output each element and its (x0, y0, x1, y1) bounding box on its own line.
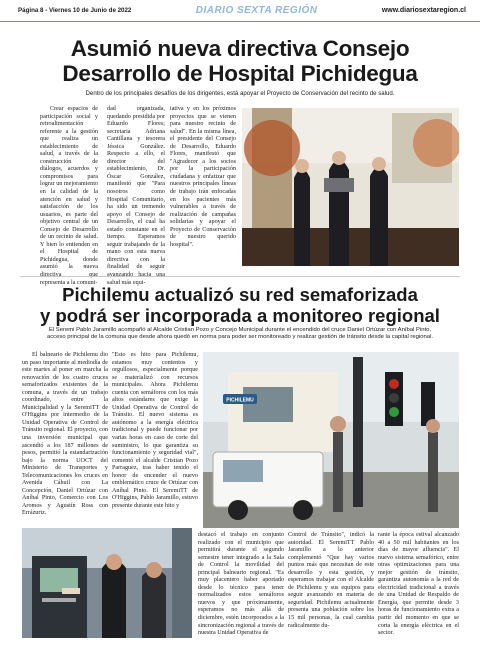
article1-col3: tativa y en los próximos proyectos que se vienen para nuestro recinto de salud". En la misma línea, el presidente del Consejo de Desarrollo, Eduardo Flores, manifestó que "Agradecer a los socios por la participación ciudadana y enfatizar que nuestros principales líneas de trabajo irán enfocadas en los pacientes más vulnerables a través de realización de campañas solidarias y apoyar el Proyecto de Conservación de nuestro querido hospital". (170, 106, 236, 248)
article1-subtitle: Dentro de los principales desafíos de los dirigentes, está apoyar el Proyecto de Conservación del recinto de salud. (85, 90, 395, 97)
article1-photo (242, 108, 459, 266)
site-url[interactable]: www.diariosextaregion.cl (381, 7, 466, 14)
article2-col1: El balneario de Pichilemu dio un paso importante al mediodía de este martes al poner en marcha la renovación de los cuatro cruces semaforizados existentes de la comuna, a través de un trabajo coordinado, entre la Municipalidad y la SeremiTT de O'Higgins por intermedio de la Unidad Operativa de Control de Tránsito regional. El proyecto, con una inversión municipal que ascendió a los 187 millones de pesos, permitió la estandarización bajo la norma UOCT del Ministerio de Transportes y Telecomunicaciones los cruces en Avenida Cáhuil con La Concepción, Daniel Ortúzar con Aníbal Pinto, Comercio con Los Aromos y Agustín Ross con Errázuriz. (22, 352, 108, 517)
article1-col1: Crear espacios de participación social y retroalimentación referente a la gestión que realiza un establecimiento de salud, a través de la construcción de diálogos, acuerdos y compromisos para lograr un mejoramiento en la calidad de la atención en salud y satisfacción de los usuarios, es parte del objetivo central de un Consejo de Desarrollo de un recinto de salud. Y bien lo entienden en el Hospital de Pichidegua, donde asumió la nueva representa a la comuni- (40, 106, 98, 286)
pichilemu-sign: PICHILEMU (226, 397, 254, 404)
article2-subtitle: El Seremi Pablo Jaramillo acompañó al Alcalde Cristian Pozo y Concejo Municipal durante el encendido del cruce Daniel Ortúzar con Aníbal Pinto, acceso principal de la comuna que desde ahora quedó en norma para poder ser monitoreado y realizar gestión de tránsito desde la capital regional. (46, 327, 434, 341)
brand-logo: DIARIO SEXTA REGIÓN (195, 5, 318, 16)
section-divider (20, 276, 460, 277)
article2-secondary-photo (22, 528, 192, 638)
article1-col2: dad organizada, quedando presidida por Eduardo Flores; secretaria Adriana Cantillana y tesorera Jéssica González. Respecto a ello, el director del establecimiento, Dr. Óscar González, manifestó que "Para nosotros como Hospital Comunitario, ha sido un tremendo apoyo el Consejo de Desarrollo, el cual ha estado constante en el tiempo. Esperamos seguir trabajando de la mano con esta nueva directiva con la finalidad de seguir salud más equi- (107, 106, 165, 286)
article2-col4: Control de Tránsito", indicó la autoridad. El SeremiTT Pablo Jaramillo a lo anterior complementó "Que hay varios puntos más que necesitan de este desarrollo y esta gestión, y esperamos trabajar con el Alcalde de Pichilemu y sus equipos para seguir avanzando en materia de seguridad. Pichilemu actualmente presenta una población sobre los 15 mil personas, la cual cambia radicalmente du- (288, 532, 374, 629)
article1-title: Asumió nueva directiva Consejo Desarrollo de Hospital Pichidegua (62, 36, 418, 86)
page-info: Página 8 - Viernes 10 de Junio de 2022 (18, 7, 132, 14)
page-header (0, 0, 480, 22)
article2-col5: rante la época estival alcanzado 40 a 50 mil habitantes en los días de mayor afluencia". El nuevo sistema semafórico, entre otras optimizaciones para una mejor gestión de tránsito, garantiza autonomía a la red de electricidad tradicional a través de una Unidad de Respaldo de Energía, que permite desde 3 horas de funcionamiento extra a partir del momento en que se corta la energía eléctrica en el sector. (378, 532, 459, 637)
article2-col3: destacó el trabajo en conjunto realizado con el municipio que permitirá durante el segundo semestre tener integrado a la Sala de Control la movilidad del principal balneario regional. "Es muy placentero haber aportado desde lo técnico para tener normalizados estos semáforos nuevos y que próximamente, esperamos no más allá de diciembre, estén incorporados a la sincronización regional a través de nuestra Unidad Operativa de (198, 532, 284, 637)
article2-main-photo (203, 352, 459, 528)
article2-col2: "Esto es hito para Pichilemu, estamos muy contentos y orgullosos, especialmente porque se materializó con recursos municipales. Ahora Pichilemu cuenta con semáforos con los más altos estándares que exige la Unidad Operativa de Control de Tránsito. El nuevo sistema es autónomo a la energía eléctrica tradicional y puede funcionar por varias horas en caso de corte del suministro, lo que garantiza su funcionamiento y seguridad vial", comentó el alcalde Cristian Pozo Parraguez, tras haber tenido el honor de encender el nuevo emblemático cruce de Ortúzar con Aníbal Pinto. El SeremiTT de O'Higgins, Pablo Jaramillo, estuvo presente durante este hito y (112, 352, 198, 509)
article2-title: Pichilemu actualizó su red semaforizada y podrá ser incorporada a monitoreo regional (40, 284, 440, 326)
